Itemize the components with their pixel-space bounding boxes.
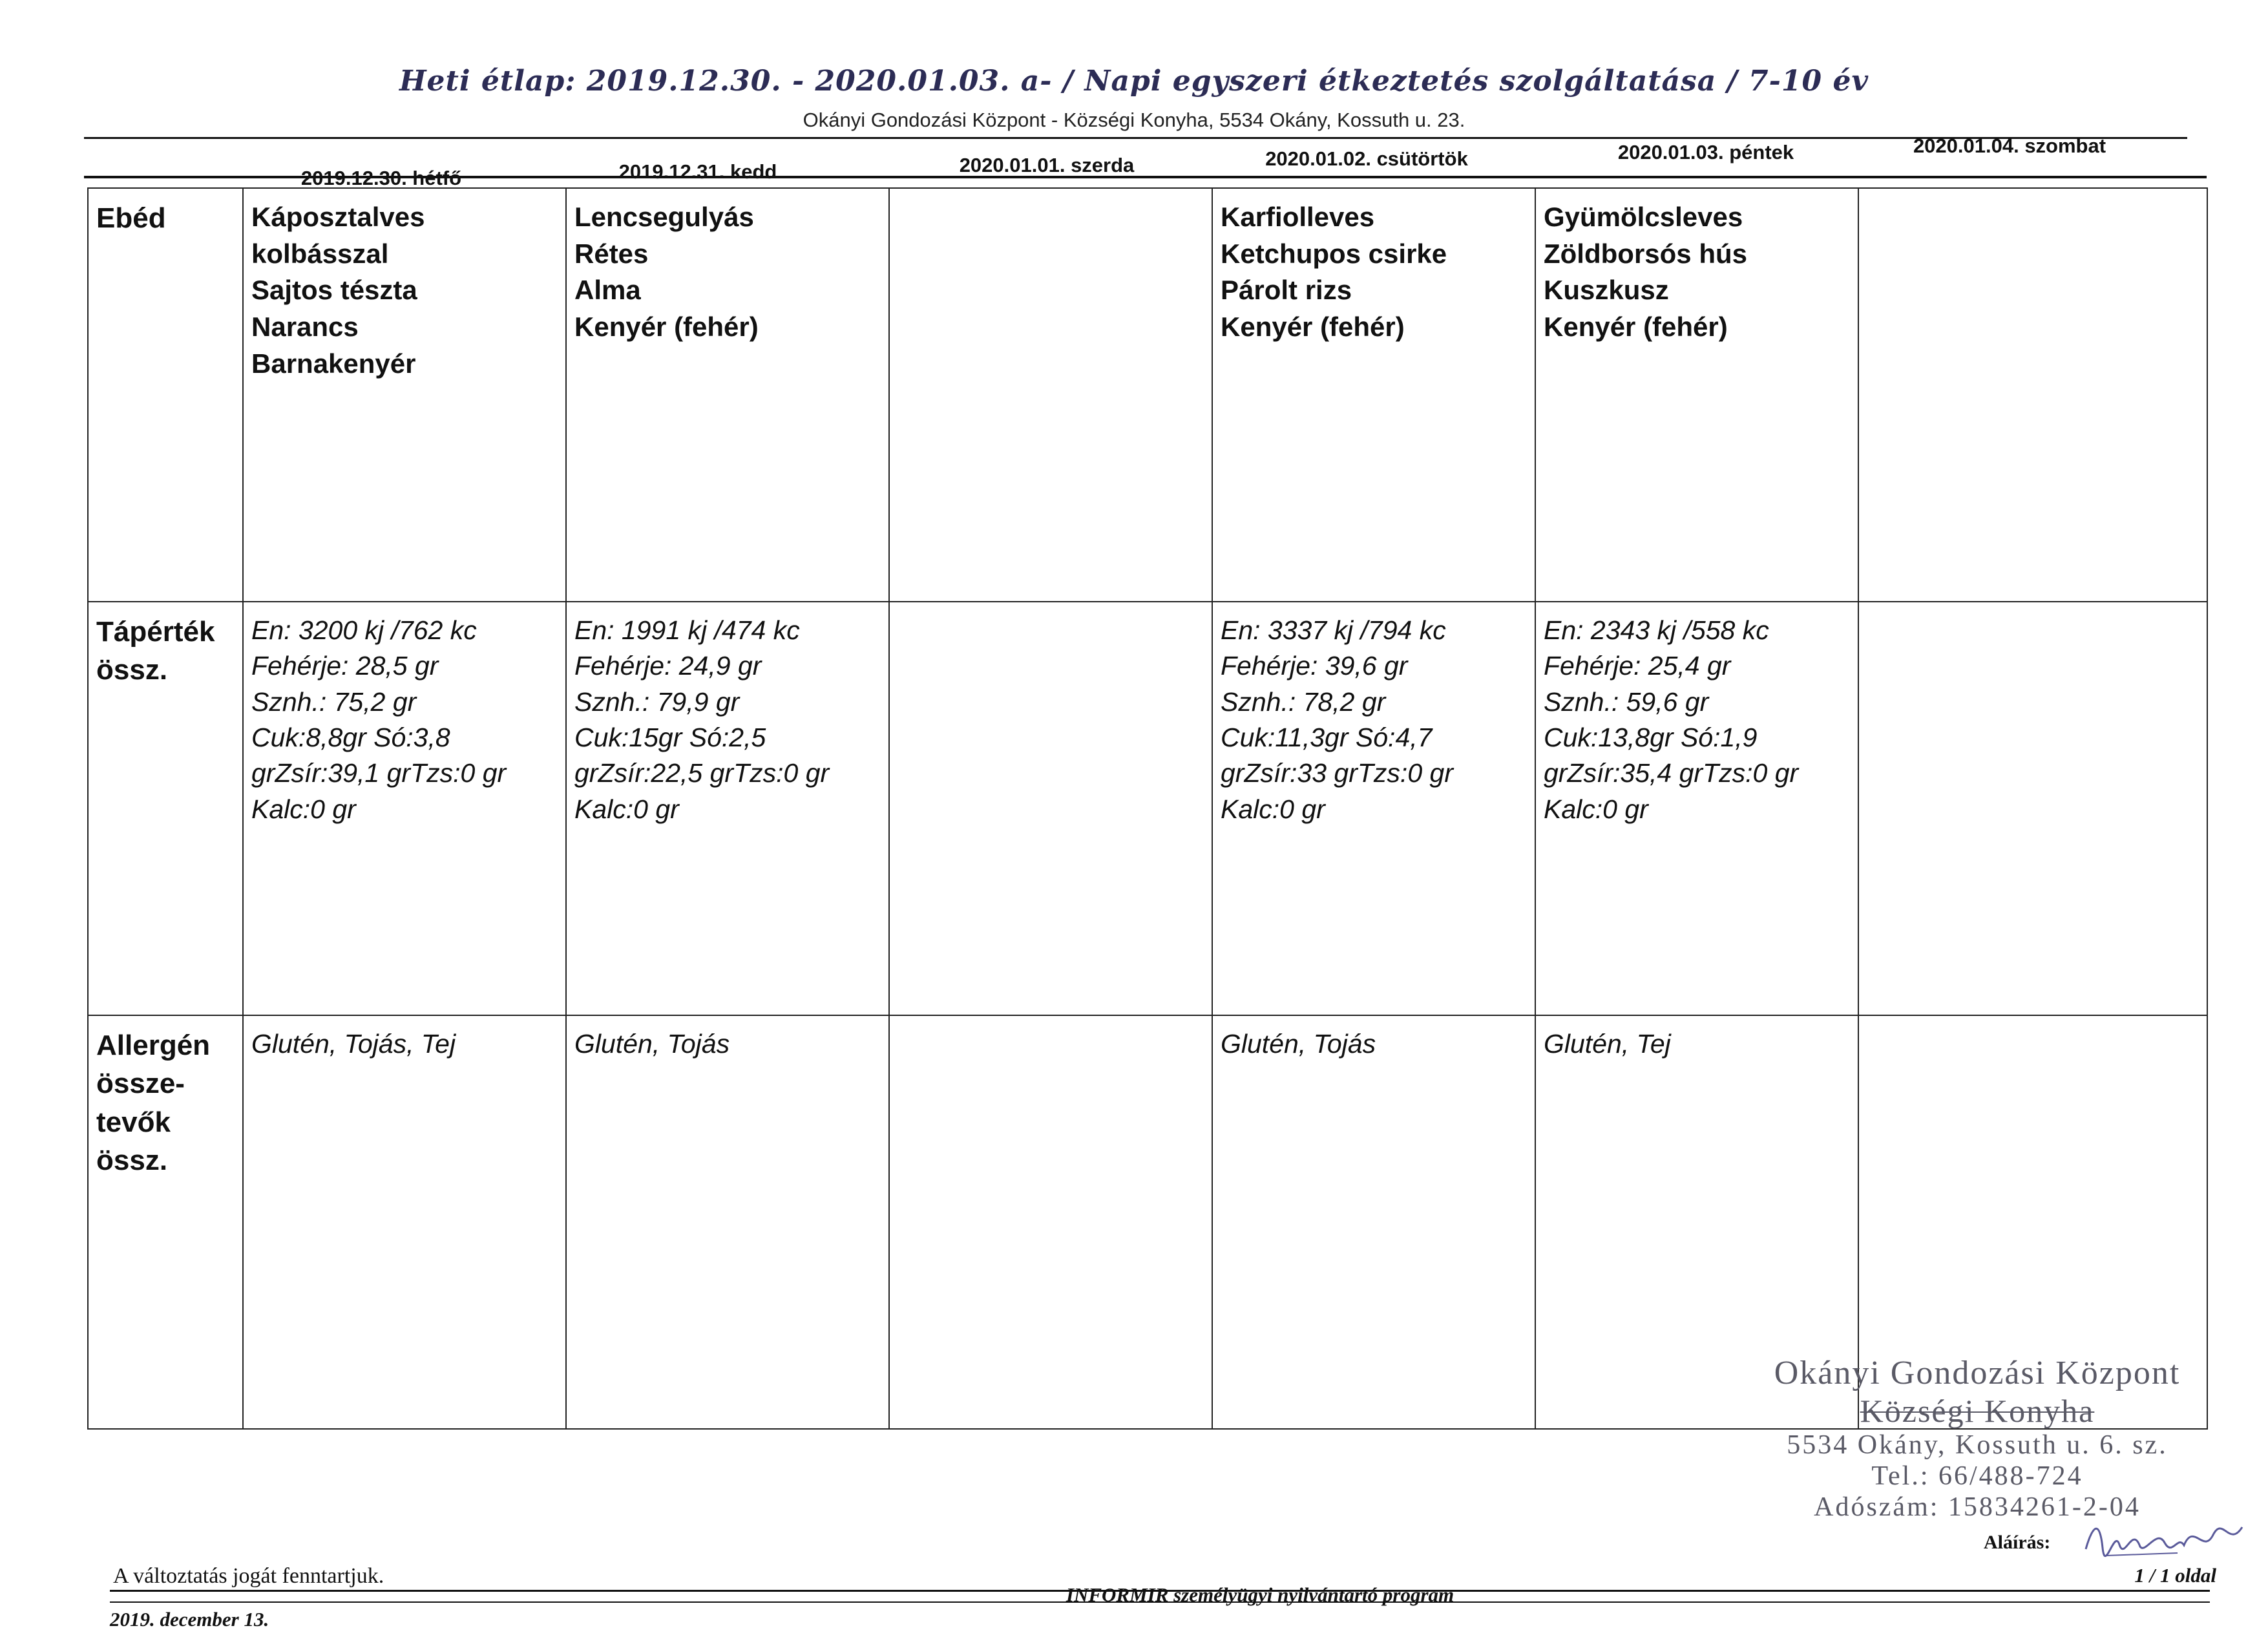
cell-line: grZsír:35,4 grTzs:0 gr — [1544, 758, 1799, 788]
stamp-line: Adószám: 15834261-2-04 — [1814, 1492, 2141, 1522]
cell-line: Gyümölcsleves — [1544, 202, 1743, 232]
cell-line: En: 3337 kj /794 kc — [1221, 615, 1446, 645]
cell-line: Narancs — [251, 312, 359, 343]
cell-line: Párolt rizs — [1221, 275, 1352, 306]
cell-line: Zöldborsós hús — [1544, 238, 1747, 269]
cell-line: grZsír:33 grTzs:0 gr — [1221, 758, 1453, 788]
day-header-thursday: 2020.01.02. csütörtök — [1265, 147, 1468, 170]
cell-line: Barnakenyér — [251, 348, 416, 379]
day-header-monday: 2019.12.30. hétfő — [300, 167, 462, 189]
nutrition-row-label — [88, 602, 243, 1015]
stamp-line: Községi Konyha — [1860, 1393, 2095, 1429]
cell-line: Fehérje: 39,6 gr — [1221, 651, 1408, 681]
cell-line: össz. — [96, 1145, 168, 1177]
cell-line: grZsír:39,1 grTzs:0 gr — [251, 758, 507, 788]
cell-line: Ketchupos csirke — [1221, 238, 1447, 269]
lunch-row-label: Ebéd — [88, 188, 243, 602]
allergen-cell: Glutén, Tojás, Tej — [243, 1015, 566, 1429]
cell-line: Sznh.: 79,9 gr — [574, 686, 740, 717]
nutrition-cell — [1212, 602, 1535, 1015]
cell-line: Sznh.: 75,2 gr — [251, 686, 417, 717]
cell-line: Kalc:0 gr — [1544, 794, 1648, 824]
cell-line: Rétes — [574, 238, 649, 269]
cell-line: Cuk:8,8gr Só:3,8 — [251, 723, 450, 753]
cell-line: tevők — [96, 1106, 171, 1138]
lunch-cell — [1858, 188, 2207, 602]
cell-line: Tápérték — [96, 616, 215, 648]
cell-line: En: 1991 kj /474 kc — [574, 615, 800, 645]
allergen-cell: Glutén, Tej — [1535, 1015, 1858, 1429]
lunch-cell — [243, 188, 566, 602]
cell-line: Sajtos tészta — [251, 275, 417, 306]
cell-line: En: 2343 kj /558 kc — [1544, 615, 1769, 645]
footer-page-number: 1 / 1 oldal — [2134, 1564, 2216, 1587]
signature-label: Aláírás: — [1984, 1532, 2051, 1553]
cell-line: Allergén — [96, 1030, 211, 1061]
stamp-line: 5534 Okány, Kossuth u. 6. sz. — [1787, 1430, 2168, 1460]
nutrition-cell — [1535, 602, 1858, 1015]
cell-line: Káposztalves — [251, 202, 425, 232]
cell-line: Kalc:0 gr — [574, 794, 679, 824]
allergen-cell: Glutén, Tojás — [1212, 1015, 1535, 1429]
cell-line: Fehérje: 24,9 gr — [574, 651, 762, 681]
nutrition-cell — [566, 602, 889, 1015]
nutrition-row — [88, 602, 2207, 1015]
cell-line: Kenyér (fehér) — [1221, 312, 1405, 343]
cell-line: Kuszkusz — [1544, 275, 1669, 306]
nutrition-cell — [1858, 602, 2207, 1015]
cell-line: Alma — [574, 275, 641, 306]
day-header-friday: 2020.01.03. péntek — [1617, 141, 1794, 164]
institution-stamp — [1738, 1354, 2216, 1523]
cell-line: Kenyér (fehér) — [574, 312, 759, 343]
cell-line: Cuk:11,3gr Só:4,7 — [1221, 723, 1433, 753]
cell-line: Fehérje: 28,5 gr — [251, 651, 439, 681]
lunch-cell — [889, 188, 1212, 602]
footer-date: 2019. december 13. — [110, 1608, 269, 1631]
cell-line: Cuk:13,8gr Só:1,9 — [1544, 723, 1758, 753]
document-title: Heti étlap: 2019.12.30. - 2020.01.03. a- / Napi egyszeri étkeztetés szolgáltatása / 7-10 év — [399, 65, 1869, 98]
cell-line: Karfiolleves — [1221, 202, 1375, 232]
cell-line: Kalc:0 gr — [251, 794, 356, 824]
cell-line: En: 3200 kj /762 kc — [251, 615, 477, 645]
lunch-cell — [1212, 188, 1535, 602]
day-header-tuesday: 2019.12.31. kedd — [618, 160, 777, 183]
cell-line: Cuk:15gr Só:2,5 — [574, 723, 766, 753]
allergen-row-label — [88, 1015, 243, 1429]
lunch-row — [88, 188, 2207, 602]
signature-scribble — [2081, 1516, 2249, 1561]
cell-line: Sznh.: 59,6 gr — [1544, 686, 1709, 717]
day-header-saturday: 2020.01.04. szombat — [1913, 134, 2106, 157]
cell-line: össze- — [96, 1068, 185, 1100]
allergen-cell — [889, 1015, 1212, 1429]
lunch-cell — [1535, 188, 1858, 602]
cell-line: Fehérje: 25,4 gr — [1544, 651, 1731, 681]
allergen-cell: Glutén, Tojás — [566, 1015, 889, 1429]
menu-table — [87, 187, 2208, 1430]
cell-line: grZsír:22,5 grTzs:0 gr — [574, 758, 830, 788]
stamp-line: Tel.: 66/488-724 — [1871, 1461, 2083, 1491]
footer-note: A változtatás jogát fenntartjuk. — [113, 1564, 384, 1588]
lunch-cell — [566, 188, 889, 602]
document-subtitle: Okányi Gondozási Központ - Községi Konyha, 5534 Okány, Kossuth u. 23. — [803, 109, 1465, 131]
footer-program: INFORMIR személyügyi nyilvántartó program — [1066, 1583, 1454, 1606]
cell-line: össz. — [96, 654, 168, 686]
day-header-wednesday: 2020.01.01. szerda — [959, 154, 1135, 176]
nutrition-cell — [889, 602, 1212, 1015]
cell-line: Sznh.: 78,2 gr — [1221, 686, 1386, 717]
cell-line: Kalc:0 gr — [1221, 794, 1325, 824]
nutrition-cell — [243, 602, 566, 1015]
stamp-line: Okányi Gondozási Központ — [1774, 1355, 2181, 1391]
cell-line: Lencsegulyás — [574, 202, 754, 232]
cell-line: kolbásszal — [251, 238, 389, 269]
cell-line: Kenyér (fehér) — [1544, 312, 1728, 343]
